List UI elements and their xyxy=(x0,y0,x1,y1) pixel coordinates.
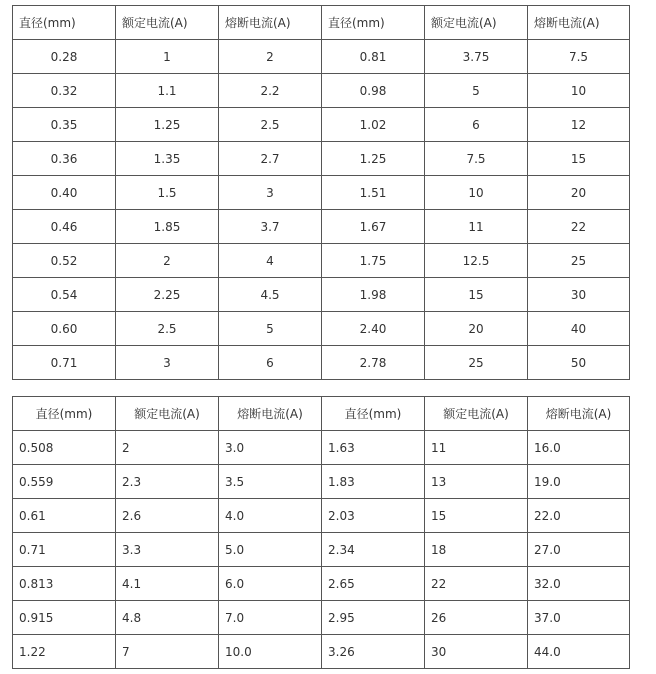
rated-current-cell: 2 xyxy=(116,431,219,465)
table-row xyxy=(13,108,630,142)
table-header-row xyxy=(13,6,630,40)
diameter-header: 直径(mm) xyxy=(322,397,425,431)
rated-current-cell: 6 xyxy=(425,108,528,142)
diameter-cell: 2.40 xyxy=(322,312,425,346)
fuse-wire-table-1 xyxy=(12,5,630,380)
diameter-cell: 1.63 xyxy=(322,431,425,465)
rated-current-header: 额定电流(A) xyxy=(425,6,528,40)
fusing-current-cell: 2.5 xyxy=(219,108,322,142)
table-row xyxy=(13,278,630,312)
fusing-current-cell: 32.0 xyxy=(528,567,630,601)
fusing-current-cell: 3.7 xyxy=(219,210,322,244)
rated-current-cell: 1.85 xyxy=(116,210,219,244)
fusing-current-cell: 37.0 xyxy=(528,601,630,635)
diameter-cell: 0.40 xyxy=(13,176,116,210)
table-header-row xyxy=(13,397,630,431)
diameter-cell: 0.915 xyxy=(13,601,116,635)
fusing-current-cell: 2 xyxy=(219,40,322,74)
rated-current-cell: 11 xyxy=(425,210,528,244)
fusing-current-cell: 7.0 xyxy=(219,601,322,635)
rated-current-cell: 26 xyxy=(425,601,528,635)
fusing-current-cell: 20 xyxy=(528,176,630,210)
fusing-current-cell: 10.0 xyxy=(219,635,322,669)
rated-current-cell: 1.25 xyxy=(116,108,219,142)
fusing-current-cell: 3 xyxy=(219,176,322,210)
fusing-current-cell: 16.0 xyxy=(528,431,630,465)
diameter-cell: 0.35 xyxy=(13,108,116,142)
fusing-current-header: 熔断电流(A) xyxy=(528,6,630,40)
fusing-current-cell: 2.7 xyxy=(219,142,322,176)
diameter-header: 直径(mm) xyxy=(322,6,425,40)
table-row xyxy=(13,176,630,210)
diameter-cell: 2.34 xyxy=(322,533,425,567)
fusing-current-cell: 6 xyxy=(219,346,322,380)
diameter-header: 直径(mm) xyxy=(13,6,116,40)
diameter-cell: 1.67 xyxy=(322,210,425,244)
fuse-wire-table-2 xyxy=(12,396,630,669)
fusing-current-cell: 5.0 xyxy=(219,533,322,567)
fusing-current-cell: 4.5 xyxy=(219,278,322,312)
fusing-current-cell: 5 xyxy=(219,312,322,346)
diameter-cell: 1.83 xyxy=(322,465,425,499)
diameter-cell: 1.25 xyxy=(322,142,425,176)
fusing-current-cell: 27.0 xyxy=(528,533,630,567)
diameter-cell: 0.508 xyxy=(13,431,116,465)
fusing-current-cell: 50 xyxy=(528,346,630,380)
rated-current-cell: 3 xyxy=(116,346,219,380)
fusing-current-cell: 22.0 xyxy=(528,499,630,533)
rated-current-cell: 1.1 xyxy=(116,74,219,108)
diameter-cell: 1.98 xyxy=(322,278,425,312)
fusing-current-cell: 25 xyxy=(528,244,630,278)
table-row xyxy=(13,244,630,278)
diameter-cell: 3.26 xyxy=(322,635,425,669)
rated-current-cell: 7.5 xyxy=(425,142,528,176)
fusing-current-cell: 40 xyxy=(528,312,630,346)
fusing-current-cell: 6.0 xyxy=(219,567,322,601)
rated-current-cell: 20 xyxy=(425,312,528,346)
rated-current-header: 额定电流(A) xyxy=(425,397,528,431)
table-body xyxy=(13,40,630,380)
rated-current-cell: 3.3 xyxy=(116,533,219,567)
rated-current-header: 额定电流(A) xyxy=(116,6,219,40)
table-row xyxy=(13,635,630,669)
rated-current-cell: 7 xyxy=(116,635,219,669)
fusing-current-cell: 15 xyxy=(528,142,630,176)
diameter-cell: 0.28 xyxy=(13,40,116,74)
fusing-current-cell: 2.2 xyxy=(219,74,322,108)
table-body xyxy=(13,431,630,669)
fusing-current-cell: 4 xyxy=(219,244,322,278)
diameter-cell: 0.60 xyxy=(13,312,116,346)
fusing-current-header: 熔断电流(A) xyxy=(528,397,630,431)
rated-current-cell: 25 xyxy=(425,346,528,380)
rated-current-cell: 4.8 xyxy=(116,601,219,635)
rated-current-cell: 2 xyxy=(116,244,219,278)
rated-current-cell: 2.5 xyxy=(116,312,219,346)
fusing-current-cell: 3.5 xyxy=(219,465,322,499)
fusing-current-cell: 12 xyxy=(528,108,630,142)
fusing-current-header: 熔断电流(A) xyxy=(219,6,322,40)
diameter-cell: 1.22 xyxy=(13,635,116,669)
rated-current-cell: 5 xyxy=(425,74,528,108)
fusing-current-cell: 19.0 xyxy=(528,465,630,499)
fusing-current-cell: 3.0 xyxy=(219,431,322,465)
rated-current-cell: 15 xyxy=(425,278,528,312)
rated-current-cell: 2.6 xyxy=(116,499,219,533)
fusing-current-cell: 7.5 xyxy=(528,40,630,74)
diameter-cell: 2.65 xyxy=(322,567,425,601)
table-row xyxy=(13,499,630,533)
table-row xyxy=(13,210,630,244)
fusing-current-cell: 30 xyxy=(528,278,630,312)
table-row xyxy=(13,312,630,346)
rated-current-cell: 1.35 xyxy=(116,142,219,176)
diameter-cell: 2.03 xyxy=(322,499,425,533)
rated-current-cell: 2.25 xyxy=(116,278,219,312)
table-row xyxy=(13,465,630,499)
diameter-cell: 0.46 xyxy=(13,210,116,244)
rated-current-cell: 22 xyxy=(425,567,528,601)
fusing-current-cell: 44.0 xyxy=(528,635,630,669)
table-row xyxy=(13,40,630,74)
diameter-cell: 0.32 xyxy=(13,74,116,108)
diameter-cell: 0.71 xyxy=(13,533,116,567)
rated-current-header: 额定电流(A) xyxy=(116,397,219,431)
rated-current-cell: 2.3 xyxy=(116,465,219,499)
rated-current-cell: 18 xyxy=(425,533,528,567)
table-row xyxy=(13,74,630,108)
rated-current-cell: 10 xyxy=(425,176,528,210)
diameter-cell: 2.78 xyxy=(322,346,425,380)
table-row xyxy=(13,567,630,601)
diameter-cell: 0.813 xyxy=(13,567,116,601)
rated-current-cell: 30 xyxy=(425,635,528,669)
diameter-cell: 0.61 xyxy=(13,499,116,533)
diameter-cell: 0.36 xyxy=(13,142,116,176)
diameter-header: 直径(mm) xyxy=(13,397,116,431)
table-row xyxy=(13,346,630,380)
rated-current-cell: 3.75 xyxy=(425,40,528,74)
diameter-cell: 1.02 xyxy=(322,108,425,142)
diameter-cell: 2.95 xyxy=(322,601,425,635)
rated-current-cell: 11 xyxy=(425,431,528,465)
table-row xyxy=(13,142,630,176)
rated-current-cell: 1 xyxy=(116,40,219,74)
diameter-cell: 0.52 xyxy=(13,244,116,278)
diameter-cell: 0.54 xyxy=(13,278,116,312)
fusing-current-cell: 4.0 xyxy=(219,499,322,533)
rated-current-cell: 4.1 xyxy=(116,567,219,601)
diameter-cell: 1.75 xyxy=(322,244,425,278)
diameter-cell: 0.559 xyxy=(13,465,116,499)
table-row xyxy=(13,431,630,465)
diameter-cell: 0.81 xyxy=(322,40,425,74)
rated-current-cell: 12.5 xyxy=(425,244,528,278)
table-row xyxy=(13,601,630,635)
rated-current-cell: 1.5 xyxy=(116,176,219,210)
diameter-cell: 0.98 xyxy=(322,74,425,108)
rated-current-cell: 13 xyxy=(425,465,528,499)
diameter-cell: 0.71 xyxy=(13,346,116,380)
diameter-cell: 1.51 xyxy=(322,176,425,210)
fusing-current-header: 熔断电流(A) xyxy=(219,397,322,431)
fusing-current-cell: 22 xyxy=(528,210,630,244)
table-row xyxy=(13,533,630,567)
rated-current-cell: 15 xyxy=(425,499,528,533)
fusing-current-cell: 10 xyxy=(528,74,630,108)
